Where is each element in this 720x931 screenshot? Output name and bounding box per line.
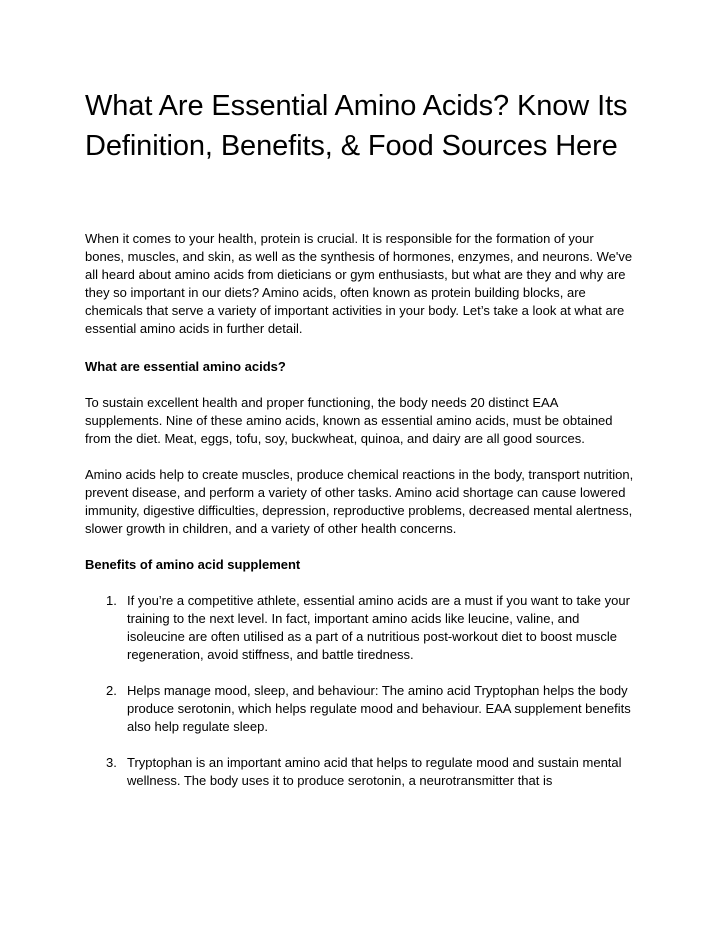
list-item-text: If you’re a competitive athlete, essential amino acids are a must if you want to take your training to the next level. In fact, important amino acids like leucine, valine, and isoleucine are often utilised as a part of a nutritious post-workout diet to boost muscle regeneration, avoid stiffness, and battle tiredness.: [127, 593, 630, 662]
benefits-list: [85, 592, 636, 790]
list-item-number: 1.: [106, 593, 117, 608]
list-item: [106, 754, 636, 790]
intro-paragraph: When it comes to your health, protein is crucial. It is responsible for the formation of your bones, muscles, and skin, as well as the synthesis of hormones, enzymes, and neurons. We've all heard about amino acids from dieticians or gym enthusiasts, but what are they and why are they so important in our diets? Amino acids, often known as protein building blocks, are chemicals that serve a variety of important activities in your body. Let’s take a look at what are essential amino acids in further detail.: [85, 231, 633, 336]
list-item-number: 3.: [106, 755, 117, 770]
paragraph-sustain-health: To sustain excellent health and proper functioning, the body needs 20 distinct EAA supplements. Nine of these amino acids, known as essential amino acids, must be obtained from the diet. Meat, eggs, tofu, soy, buckwheat, quinoa, and dairy are all good sources.: [85, 395, 613, 446]
list-item-number: 2.: [106, 683, 117, 698]
section-heading-essential: What are essential amino acids?: [85, 359, 286, 374]
paragraph-amino-functions: Amino acids help to create muscles, produce chemical reactions in the body, transport nutrition, prevent disease, and perform a variety of other tasks. Amino acid shortage can cause lowered immunity, digestive difficulties, depression, reproductive problems, decreased mental alertness, slower growth in children, and a variety of other health concerns.: [85, 467, 634, 536]
section-heading-benefits: Benefits of amino acid supplement: [85, 557, 301, 572]
list-item-text: Helps manage mood, sleep, and behaviour: The amino acid Tryptophan helps the body produce serotonin, which helps regulate mood and behaviour. EAA supplement benefits also help regulate sleep.: [127, 683, 631, 734]
list-item-text: Tryptophan is an important amino acid that helps to regulate mood and sustain mental wellness. The body uses it to produce serotonin, a neurotransmitter that is: [127, 755, 622, 788]
list-item: [106, 682, 636, 736]
list-item: [106, 592, 636, 664]
page-title: What Are Essential Amino Acids? Know Its Definition, Benefits, & Food Sources Here: [85, 90, 628, 162]
